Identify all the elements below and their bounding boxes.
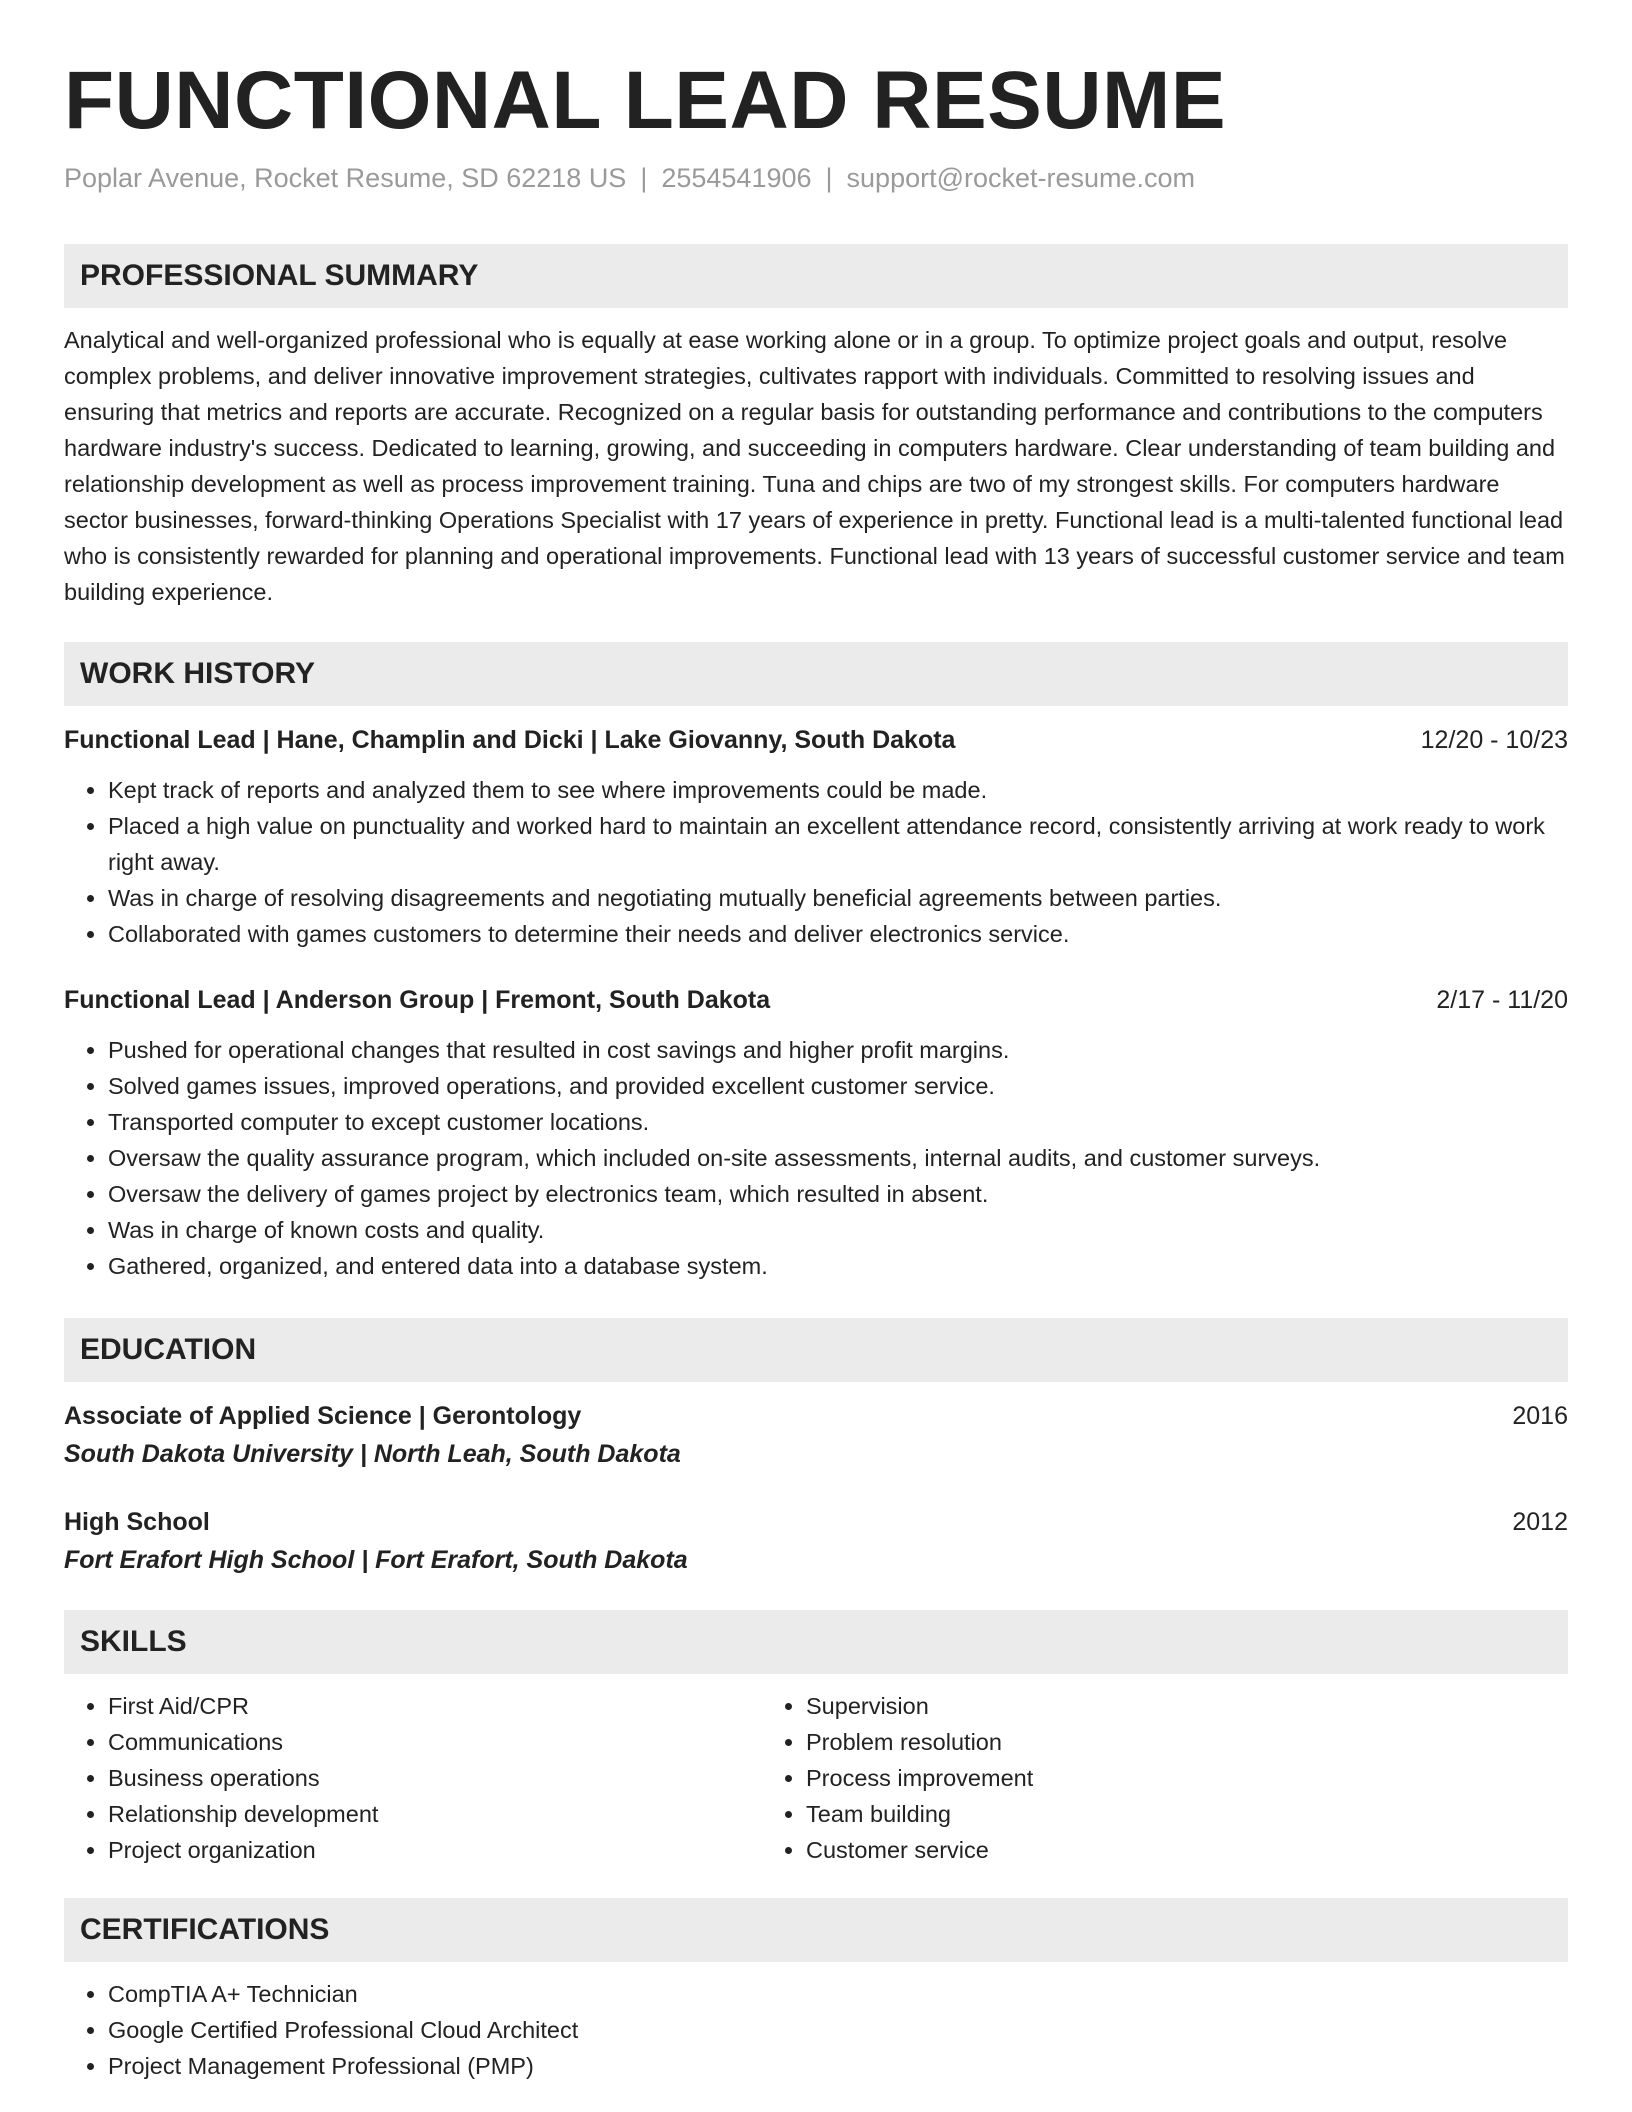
job-title: Functional Lead | Hane, Champlin and Dicki | Lake Giovanny, South Dakota bbox=[64, 726, 956, 755]
section-heading-certifications: CERTIFICATIONS bbox=[64, 1898, 1568, 1962]
skills-list-right bbox=[762, 1688, 1460, 1868]
education-degree: High School bbox=[64, 1508, 210, 1537]
education-degree: Associate of Applied Science | Gerontology bbox=[64, 1402, 582, 1431]
skill-item: • Relationship development bbox=[108, 1796, 762, 1832]
skill-item: • Business operations bbox=[108, 1760, 762, 1796]
job-dates: 2/17 - 11/20 bbox=[1436, 986, 1568, 1015]
job-entry-header bbox=[64, 722, 1568, 758]
job-bullet-list bbox=[64, 1032, 1568, 1284]
education-entry-header bbox=[64, 1398, 1568, 1434]
job-bullet: • Transported computer to except customer locations. bbox=[108, 1104, 1568, 1140]
summary-paragraph: Analytical and well-organized professional who is equally at ease working alone or in a group. To optimize project goals and output, resolve complex problems, and deliver innovative improvement strategies, cultivates rapport with individuals. Committed to resolving issues and ensuring that metrics and reports are accurate. Recognized on a regular basis for outstanding performance and contributions to the computers hardware industry's success. Dedicated to learning, growing, and succeeding in computers hardware. Clear understanding of team building and relationship development as well as process improvement training. Tuna and chips are two of my strongest skills. For computers hardware sector businesses, forward-thinking Operations Specialist with 17 years of experience in pretty. Functional lead is a multi-talented functional lead who is consistently rewarded for planning and operational improvements. Functional lead with 13 years of successful customer service and team building experience. bbox=[64, 327, 1565, 606]
skill-item: • Project organization bbox=[108, 1832, 762, 1868]
job-bullet: • Placed a high value on punctuality and worked hard to maintain an excellent attendance record, consistently arriving at work ready to work right away. bbox=[108, 808, 1568, 880]
job-bullet: • Oversaw the delivery of games project by electronics team, which resulted in absent. bbox=[108, 1176, 1568, 1212]
skill-item: • Team building bbox=[806, 1796, 1460, 1832]
education-year: 2016 bbox=[1512, 1402, 1568, 1431]
skills-list-left bbox=[64, 1688, 762, 1868]
contact-email: support@rocket-resume.com bbox=[846, 163, 1196, 194]
job-bullet: • Pushed for operational changes that resulted in cost savings and higher profit margins. bbox=[108, 1032, 1568, 1068]
job-entry-header bbox=[64, 982, 1568, 1018]
job-bullet: • Collaborated with games customers to determine their needs and deliver electronics service. bbox=[108, 916, 1568, 952]
job-bullet: • Was in charge of resolving disagreements and negotiating mutually beneficial agreements between parties. bbox=[108, 880, 1568, 916]
job-bullet: • Kept track of reports and analyzed them to see where improvements could be made. bbox=[108, 772, 1568, 808]
section-heading-skills: SKILLS bbox=[64, 1610, 1568, 1674]
job-bullet: • Gathered, organized, and entered data into a database system. bbox=[108, 1248, 1568, 1284]
section-heading-education: EDUCATION bbox=[64, 1318, 1568, 1382]
education-school: South Dakota University | North Leah, South Dakota bbox=[64, 1440, 681, 1469]
contact-address: Poplar Avenue, Rocket Resume, SD 62218 US bbox=[64, 163, 627, 194]
certifications-list bbox=[64, 1976, 1568, 2084]
certification-item: • Project Management Professional (PMP) bbox=[108, 2048, 1568, 2084]
job-title: Functional Lead | Anderson Group | Fremont, South Dakota bbox=[64, 986, 771, 1015]
skill-item: • Customer service bbox=[806, 1832, 1460, 1868]
job-bullet: • Solved games issues, improved operations, and provided excellent customer service. bbox=[108, 1068, 1568, 1104]
education-entry-header bbox=[64, 1504, 1568, 1540]
certification-item: • CompTIA A+ Technician bbox=[108, 1976, 1568, 2012]
skill-item: • Process improvement bbox=[806, 1760, 1460, 1796]
skill-item: • Communications bbox=[108, 1724, 762, 1760]
education-year: 2012 bbox=[1512, 1508, 1568, 1537]
resume-title: FUNCTIONAL LEAD RESUME bbox=[64, 55, 1227, 146]
skills-columns bbox=[64, 1688, 1568, 1868]
certification-item: • Google Certified Professional Cloud Architect bbox=[108, 2012, 1568, 2048]
job-bullet-list bbox=[64, 772, 1568, 952]
contact-phone: 2554541906 bbox=[661, 163, 812, 194]
education-school: Fort Erafort High School | Fort Erafort, South Dakota bbox=[64, 1546, 688, 1575]
skill-item: • Supervision bbox=[806, 1688, 1460, 1724]
contact-separator: | bbox=[640, 163, 648, 194]
job-dates: 12/20 - 10/23 bbox=[1420, 726, 1568, 755]
job-bullet: • Was in charge of known costs and quality. bbox=[108, 1212, 1568, 1248]
contact-separator: | bbox=[825, 163, 833, 194]
job-bullet: • Oversaw the quality assurance program, which included on-site assessments, internal audits, and customer surveys. bbox=[108, 1140, 1568, 1176]
skill-item: • First Aid/CPR bbox=[108, 1688, 762, 1724]
section-heading-work-history: WORK HISTORY bbox=[64, 642, 1568, 706]
section-heading-summary: PROFESSIONAL SUMMARY bbox=[64, 244, 1568, 308]
contact-line bbox=[64, 162, 1568, 194]
skill-item: • Problem resolution bbox=[806, 1724, 1460, 1760]
